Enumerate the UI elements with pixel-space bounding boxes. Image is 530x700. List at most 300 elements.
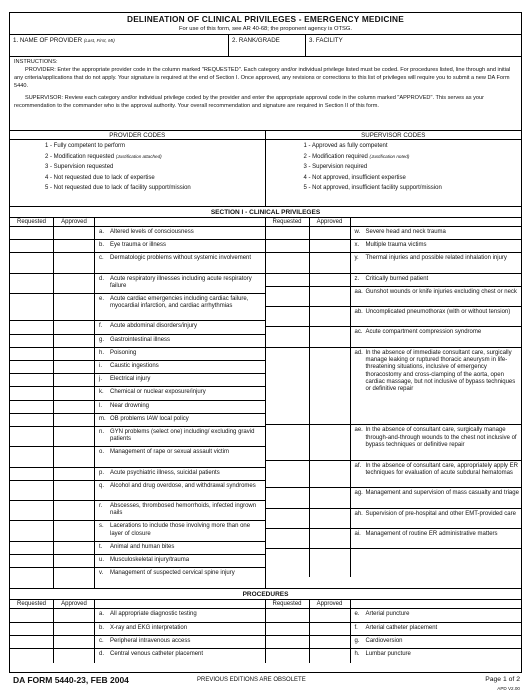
- privileges-right-column: [266, 218, 522, 588]
- item-letter: ac.: [354, 329, 363, 336]
- clinical-privileges-form: [9, 12, 522, 673]
- privilege-item: [351, 529, 522, 548]
- privilege-item: [95, 321, 265, 333]
- form-subtitle: For use of this form, see AR 40-68; the proponent agency is OTSG.: [178, 26, 353, 32]
- item-letter: x.: [354, 242, 360, 249]
- privilege-item: [95, 555, 265, 567]
- item-text: Uncomplicated pneumothorax (with or without tension): [365, 309, 511, 316]
- requested-cell[interactable]: [10, 274, 54, 293]
- privilege-row: [10, 649, 265, 662]
- item-letter: [355, 551, 366, 577]
- item-letter: b.: [99, 242, 105, 249]
- code-item: [45, 141, 265, 152]
- item-letter: w.: [354, 229, 361, 235]
- code-item: [304, 173, 522, 184]
- approved-cell[interactable]: [54, 401, 95, 413]
- item-text: Management of suspected cervical spine injury: [110, 570, 235, 577]
- approved-cell[interactable]: [54, 294, 95, 321]
- item-text: Lumbar puncture: [365, 651, 411, 658]
- requested-cell[interactable]: [266, 327, 310, 346]
- code-text: 2 - Modification requested: [45, 153, 115, 160]
- item-text: Management of routine ER administrative matters: [365, 531, 498, 538]
- requested-cell[interactable]: [266, 609, 310, 621]
- privilege-row: [266, 253, 522, 273]
- item-letter: ag.: [354, 490, 363, 497]
- requested-cell[interactable]: [266, 274, 310, 286]
- privilege-row: [10, 335, 265, 348]
- privilege-item: [351, 461, 522, 488]
- requested-header: Requested: [266, 600, 310, 608]
- code-text: 5 - Not requested due to lack of facility support/mission: [45, 185, 191, 192]
- approved-cell[interactable]: [54, 568, 95, 588]
- privilege-row: [266, 636, 522, 649]
- privilege-row: [266, 549, 522, 577]
- instructions-heading: INSTRUCTIONS:: [14, 59, 58, 65]
- procedures-left-column: [10, 600, 266, 662]
- approved-header: Approved: [310, 600, 351, 608]
- code-text: 1 - Approved as fully competent: [303, 143, 388, 149]
- form-version: APD V2.00: [497, 686, 520, 691]
- approved-cell[interactable]: [54, 501, 95, 520]
- approved-cell[interactable]: [54, 274, 95, 293]
- item-letter: f.: [99, 323, 103, 330]
- approved-header: Approved: [54, 600, 95, 608]
- requested-cell[interactable]: [10, 348, 54, 360]
- form-header: [10, 13, 521, 35]
- approved-cell[interactable]: [310, 327, 351, 346]
- approved-cell[interactable]: [54, 387, 95, 399]
- privilege-row: [266, 649, 522, 662]
- approved-cell[interactable]: [310, 488, 351, 507]
- item-text: Acute cardiac emergencies including cardiac failure, myocardial infarction, and cardiac arrhythmias: [110, 295, 249, 310]
- privilege-item: [351, 623, 522, 635]
- approved-cell[interactable]: [54, 623, 95, 635]
- requested-cell[interactable]: [266, 623, 310, 635]
- privilege-row: [266, 623, 522, 636]
- supervisor-codes-list: [266, 140, 522, 194]
- facility-label: 3. FACILITY: [309, 37, 343, 44]
- requested-cell[interactable]: [266, 227, 310, 239]
- item-text: Management and supervision of mass casualty and triage: [365, 490, 519, 497]
- approved-cell[interactable]: [54, 321, 95, 333]
- privilege-row: [266, 307, 522, 327]
- requested-cell[interactable]: [10, 335, 54, 347]
- privilege-row: [10, 227, 265, 240]
- item-text: Supervision of pre-hospital and other EMT-provided care: [365, 510, 516, 517]
- item-letter: af.: [354, 462, 362, 469]
- requested-header: Requested: [266, 218, 310, 226]
- privilege-item: [95, 521, 265, 540]
- privilege-row: [266, 488, 522, 508]
- item-text: Management of rape or sexual assault victim: [110, 449, 230, 456]
- requested-cell[interactable]: [266, 348, 310, 425]
- item-text: In the absence of consultant care, appropriately apply ER techniques for evaluation of acute subdural hematomas: [365, 462, 518, 477]
- item-letter: m.: [99, 415, 106, 422]
- privilege-row: [10, 274, 265, 294]
- privilege-item: [351, 425, 522, 460]
- item-letter: z.: [354, 275, 360, 282]
- item-text: Gunshot wounds or knife injuries excluding chest or neck: [365, 288, 517, 295]
- approved-cell[interactable]: [310, 348, 351, 425]
- item-text: Caustic ingestions: [110, 363, 159, 370]
- privilege-item: [95, 481, 265, 500]
- approved-cell[interactable]: [54, 555, 95, 567]
- column-header: [10, 600, 265, 609]
- item-letter: g.: [354, 637, 360, 644]
- requested-cell[interactable]: [266, 287, 310, 306]
- approved-cell[interactable]: [310, 529, 351, 548]
- item-letter: aa.: [354, 288, 363, 295]
- item-text: All appropriate diagnostic testing: [110, 611, 197, 618]
- approved-cell[interactable]: [310, 307, 351, 326]
- rank-grade-label: 2. RANK/GRADE: [232, 37, 280, 44]
- approved-header: Approved: [54, 218, 95, 226]
- requested-cell[interactable]: [10, 609, 54, 621]
- privilege-item: [95, 361, 265, 373]
- privilege-row: [10, 401, 265, 414]
- privileges-left-column: [10, 218, 266, 588]
- requested-cell[interactable]: [10, 240, 54, 252]
- item-text: Animal and human bites: [110, 543, 175, 550]
- previous-editions-note: PREVIOUS EDITIONS ARE OBSOLETE: [197, 677, 306, 683]
- item-letter: h.: [354, 651, 360, 658]
- item-letter: ah.: [354, 510, 363, 517]
- privilege-item: [95, 568, 265, 588]
- requested-cell[interactable]: [10, 521, 54, 540]
- requested-cell[interactable]: [10, 414, 54, 426]
- approved-cell[interactable]: [54, 227, 95, 239]
- approved-cell[interactable]: [54, 609, 95, 621]
- requested-cell[interactable]: [10, 374, 54, 386]
- approved-cell[interactable]: [54, 253, 95, 272]
- form-number: DA FORM 5440-23, FEB 2004: [13, 675, 129, 685]
- code-item: [45, 183, 265, 194]
- requested-cell[interactable]: [266, 425, 310, 460]
- privilege-row: [10, 481, 265, 501]
- privilege-item: [351, 287, 522, 306]
- requested-cell[interactable]: [266, 240, 310, 252]
- approved-cell[interactable]: [310, 623, 351, 635]
- item-text: Near drowning: [110, 402, 150, 409]
- item-text: Cardioversion: [365, 637, 403, 644]
- requested-cell[interactable]: [266, 461, 310, 488]
- column-header: [10, 218, 265, 227]
- privilege-row: [266, 529, 522, 549]
- privilege-item: [351, 348, 522, 425]
- privilege-item: [95, 387, 265, 399]
- item-text: Chemical or nuclear exposure/injury: [110, 389, 206, 396]
- item-letter: n.: [99, 428, 105, 435]
- item-text: Peripheral intravenous access: [110, 637, 191, 644]
- privilege-item: [351, 609, 522, 621]
- supervisor-instructions: SUPERVISOR: Review each category and/or individual privilege coded by the provider and enter the appropriate approval code in the column marked "APPROVED". This serves as your recommendation to the commander who is the approval authority. Your overall recommendation and signature are required in Section II of this form.: [14, 95, 484, 110]
- approved-cell[interactable]: [54, 649, 95, 662]
- approved-cell[interactable]: [310, 636, 351, 648]
- approved-cell[interactable]: [54, 481, 95, 500]
- privilege-row: [10, 623, 265, 636]
- privilege-item: [95, 447, 265, 466]
- privilege-item: [95, 374, 265, 386]
- requested-cell[interactable]: [10, 623, 54, 635]
- privilege-row: [266, 609, 522, 622]
- approved-cell[interactable]: [310, 227, 351, 239]
- requested-cell[interactable]: [10, 447, 54, 466]
- item-letter: d.: [99, 275, 105, 282]
- item-text: Severe head and neck trauma: [365, 229, 446, 235]
- requested-cell[interactable]: [10, 227, 54, 239]
- privilege-row: [10, 253, 265, 273]
- privilege-row: [266, 240, 522, 253]
- privilege-item: [351, 327, 522, 346]
- code-text: 5 - Not approved, insufficient facility support/mission: [303, 185, 442, 192]
- approved-cell[interactable]: [310, 253, 351, 272]
- item-text: OB problems IAW local policy: [110, 415, 189, 422]
- privilege-row: [10, 468, 265, 481]
- code-item: [45, 173, 265, 184]
- requested-cell[interactable]: [10, 542, 54, 554]
- code-item: [304, 152, 522, 163]
- privilege-row: [10, 555, 265, 568]
- provider-name-field[interactable]: [10, 35, 229, 56]
- approved-cell[interactable]: [54, 427, 95, 446]
- item-text: Acute abdominal disorders/injury: [110, 323, 198, 330]
- code-text: 3 - Supervision required: [303, 164, 368, 171]
- code-text: 4 - Not requested due to lack of expertise: [45, 174, 155, 181]
- approved-cell[interactable]: [310, 461, 351, 488]
- supervisor-codes: [266, 131, 522, 206]
- codes-table: [10, 131, 521, 207]
- requested-cell[interactable]: [10, 401, 54, 413]
- requested-cell[interactable]: [10, 294, 54, 321]
- approved-cell[interactable]: [310, 425, 351, 460]
- code-item: [304, 162, 522, 173]
- item-text: Arterial catheter placement: [365, 624, 438, 631]
- privilege-item: [95, 542, 265, 554]
- privilege-row: [10, 240, 265, 253]
- privilege-row: [10, 636, 265, 649]
- code-text: 2 - Modification required: [303, 153, 368, 160]
- approved-cell[interactable]: [54, 636, 95, 648]
- privilege-item: [95, 335, 265, 347]
- item-letter: ai.: [354, 531, 361, 538]
- requested-cell[interactable]: [10, 649, 54, 662]
- approved-cell[interactable]: [310, 509, 351, 528]
- approved-cell[interactable]: [54, 361, 95, 373]
- privilege-item: [351, 253, 522, 272]
- requested-cell[interactable]: [10, 481, 54, 500]
- requested-cell[interactable]: [10, 427, 54, 446]
- item-letter: e.: [354, 611, 360, 618]
- procedures-grid: [10, 600, 521, 662]
- item-letter: o.: [99, 449, 105, 456]
- item-letter: g.: [99, 336, 105, 343]
- item-letter: b.: [99, 624, 105, 631]
- requested-header: Requested: [10, 600, 54, 608]
- item-text: Thermal injuries and possible related inhalation injury: [365, 255, 507, 262]
- requested-cell[interactable]: [10, 636, 54, 648]
- privilege-item: [95, 427, 265, 446]
- approved-cell[interactable]: [54, 414, 95, 426]
- privilege-item: [351, 227, 522, 239]
- rank-grade-field[interactable]: [229, 35, 306, 56]
- requested-cell[interactable]: [10, 568, 54, 588]
- requested-cell[interactable]: [10, 468, 54, 480]
- item-text: Multiple trauma victims: [365, 242, 427, 249]
- item-letter: u.: [99, 556, 105, 563]
- requested-cell[interactable]: [10, 253, 54, 272]
- privilege-item: [351, 307, 522, 326]
- privilege-item: [95, 274, 265, 293]
- item-letter: k.: [99, 389, 104, 396]
- requested-cell[interactable]: [10, 501, 54, 520]
- privilege-row: [266, 274, 522, 287]
- privilege-item: [351, 274, 522, 286]
- facility-field[interactable]: [306, 35, 521, 56]
- privilege-row: [10, 294, 265, 322]
- item-text: In the absence of immediate consultant care, surgically manage leaking or ruptured thoracic aneurysm in life-threatening situations, inclusive of emergency thoracostomy and cross-clamping of the aorta, open cardiac massage, but not inclusive of bypass techniques or definitive repair: [365, 349, 516, 393]
- privilege-item: [95, 227, 265, 239]
- privilege-item: [95, 501, 265, 520]
- identification-row: [10, 35, 521, 57]
- item-text: Arterial puncture: [365, 611, 410, 618]
- item-text: Poisoning: [110, 349, 137, 356]
- item-text: Musculoskeletal injury/trauma: [110, 556, 190, 563]
- privilege-row: [10, 427, 265, 447]
- privilege-row: [10, 321, 265, 334]
- provider-instructions: PROVIDER: Enter the appropriate provider code in the column marked "REQUESTED". Each category and/or individual privilege listed must be coded. For procedures listed, line through and initial any criteria/applications that do not apply. Your signature is required at the end of Section I. Once approved, any revisions or corrections to this list of privileges will require you to submit a new DA Form 5440.: [14, 67, 511, 90]
- privilege-row: [10, 348, 265, 361]
- requested-cell[interactable]: [266, 636, 310, 648]
- approved-cell[interactable]: [310, 549, 351, 577]
- approved-cell[interactable]: [54, 447, 95, 466]
- privilege-row: [266, 227, 522, 240]
- item-text: Acute compartment compression syndrome: [365, 329, 482, 336]
- privilege-item: [351, 509, 522, 528]
- item-text: Abscesses, thrombosed hemorrhoids, infected ingrown nails: [110, 503, 257, 517]
- item-letter: a.: [99, 611, 105, 618]
- item-letter: ab.: [354, 309, 363, 316]
- item-text: Gastrointestinal illness: [110, 336, 171, 343]
- item-letter: t.: [99, 543, 103, 550]
- item-letter: i.: [99, 363, 102, 370]
- requested-cell[interactable]: [266, 649, 310, 662]
- approved-cell[interactable]: [310, 274, 351, 286]
- requested-cell[interactable]: [266, 488, 310, 507]
- privilege-row: [266, 509, 522, 529]
- code-item: [45, 162, 265, 173]
- privilege-item: [351, 636, 522, 648]
- privilege-item: [351, 549, 522, 577]
- item-text: Acute psychiatric illness, suicidal patients: [110, 469, 220, 476]
- item-text: Eye trauma or illness: [110, 242, 167, 249]
- item-letter: d.: [99, 651, 105, 658]
- item-letter: a.: [99, 229, 105, 235]
- privilege-row: [266, 348, 522, 426]
- item-letter: ae.: [354, 427, 363, 434]
- provider-name-label: 1. NAME OF PROVIDER: [13, 37, 83, 44]
- requested-cell[interactable]: [266, 529, 310, 548]
- requested-cell[interactable]: [10, 555, 54, 567]
- item-letter: c.: [99, 255, 104, 262]
- item-text: Electrical injury: [110, 376, 151, 383]
- approved-cell[interactable]: [54, 335, 95, 347]
- section-1-title: SECTION I - CLINICAL PRIVILEGES: [10, 207, 521, 218]
- item-letter: c.: [99, 637, 104, 644]
- approved-cell[interactable]: [54, 374, 95, 386]
- code-item: [45, 152, 265, 163]
- privilege-item: [351, 240, 522, 252]
- code-text: 1 - Fully competent to perform: [45, 143, 126, 149]
- privilege-item: [95, 649, 265, 662]
- requested-cell[interactable]: [10, 321, 54, 333]
- approved-cell[interactable]: [54, 542, 95, 554]
- approved-cell[interactable]: [54, 240, 95, 252]
- privilege-row: [10, 361, 265, 374]
- privilege-item: [95, 240, 265, 252]
- item-text: Central venous catheter placement: [110, 651, 204, 658]
- code-item: [304, 183, 522, 194]
- procedures-right-column: [266, 600, 522, 662]
- column-header: [266, 218, 522, 227]
- approved-cell[interactable]: [310, 609, 351, 621]
- approved-cell[interactable]: [54, 348, 95, 360]
- privilege-row: [10, 568, 265, 588]
- requested-cell[interactable]: [266, 509, 310, 528]
- privilege-item: [95, 414, 265, 426]
- approved-cell[interactable]: [310, 240, 351, 252]
- requested-cell[interactable]: [10, 387, 54, 399]
- provider-codes-list: [10, 140, 265, 194]
- approved-header: Approved: [310, 218, 351, 226]
- code-note: (Justification noted): [369, 153, 410, 159]
- item-letter: y.: [354, 255, 359, 262]
- approved-cell[interactable]: [310, 287, 351, 306]
- privilege-item: [95, 348, 265, 360]
- item-letter: j.: [99, 376, 102, 383]
- privilege-row: [266, 327, 522, 347]
- item-letter: l.: [99, 402, 102, 409]
- privilege-item: [95, 401, 265, 413]
- requested-cell[interactable]: [266, 253, 310, 272]
- requested-header: Requested: [10, 218, 54, 226]
- form-title: DELINEATION OF CLINICAL PRIVILEGES - EMERGENCY MEDICINE: [127, 14, 404, 24]
- item-text: GYN problems (select one) including/ excluding gravid patients: [110, 428, 255, 443]
- approved-cell[interactable]: [310, 649, 351, 662]
- approved-cell[interactable]: [54, 521, 95, 540]
- requested-cell[interactable]: [266, 549, 310, 577]
- code-text: 4 - Not approved, insufficient expertise: [303, 174, 406, 181]
- code-text: 3 - Supervision requested: [45, 164, 114, 171]
- approved-cell[interactable]: [54, 468, 95, 480]
- privilege-row: [10, 521, 265, 541]
- requested-cell[interactable]: [266, 307, 310, 326]
- form-footer: [9, 674, 522, 691]
- privilege-item: [95, 623, 265, 635]
- item-letter: f.: [354, 624, 358, 631]
- item-letter: v.: [99, 570, 104, 577]
- privileges-grid: [10, 218, 521, 589]
- item-text: Lacerations to include those involving more than one layer of closure: [110, 523, 251, 537]
- privilege-row: [10, 447, 265, 467]
- requested-cell[interactable]: [10, 361, 54, 373]
- privilege-row: [10, 542, 265, 555]
- item-letter: s.: [99, 523, 104, 530]
- item-text: Altered levels of consciousness: [110, 229, 194, 235]
- provider-name-hint: (Last, First, MI): [83, 38, 115, 43]
- page-number: Page 1 of 2: [485, 676, 520, 683]
- privilege-item: [95, 253, 265, 272]
- item-text: Alcohol and drug overdose, and withdrawal syndromes: [110, 482, 256, 489]
